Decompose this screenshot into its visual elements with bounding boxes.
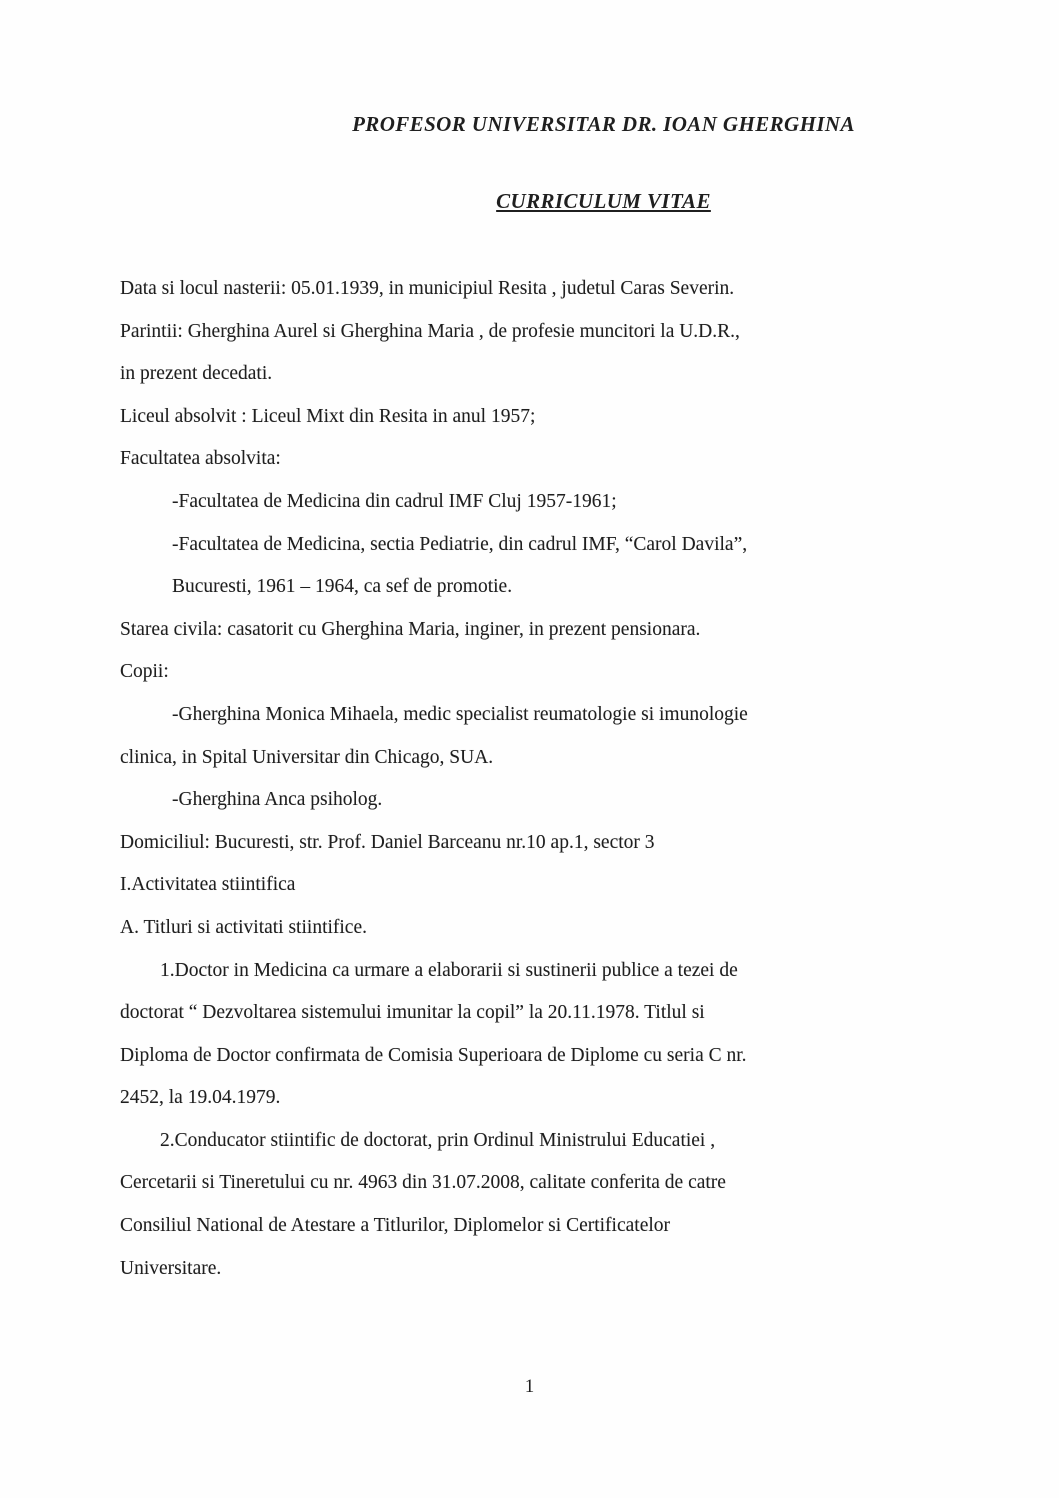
cv-line: Copii: <box>120 661 169 683</box>
cv-line: 2.Conducator stiintific de doctorat, prin Ordinul Ministrului Educatiei , <box>160 1129 716 1151</box>
cv-line: Universitare. <box>120 1257 222 1279</box>
cv-line: -Gherghina Anca psiholog. <box>172 789 383 811</box>
cv-line: -Gherghina Monica Mihaela, medic specialist reumatologie si imunologie <box>172 703 748 725</box>
cv-line: I.Activitatea stiintifica <box>120 874 296 896</box>
cv-line: Parintii: Gherghina Aurel si Gherghina Maria , de profesie muncitori la U.D.R., <box>120 320 740 342</box>
cv-line: Bucuresti, 1961 – 1964, ca sef de promotie. <box>172 576 513 598</box>
cv-line: Starea civila: casatorit cu Gherghina Maria, inginer, in prezent pensionara. <box>120 618 701 640</box>
cv-line: Facultatea absolvita: <box>120 448 281 470</box>
page-number: 1 <box>524 1376 535 1397</box>
cv-line: -Facultatea de Medicina, sectia Pediatrie, din cadrul IMF, “Carol Davila”, <box>172 533 748 555</box>
cv-line: clinica, in Spital Universitar din Chicago, SUA. <box>120 746 494 768</box>
cv-line: Domiciliul: Bucuresti, str. Prof. Daniel Barceanu nr.10 ap.1, sector 3 <box>120 831 655 853</box>
cv-line: Cercetarii si Tineretului cu nr. 4963 din 31.07.2008, calitate conferita de catre <box>120 1172 726 1194</box>
cv-line: Liceul absolvit : Liceul Mixt din Resita in anul 1957; <box>120 405 536 427</box>
cv-line: 2452, la 19.04.1979. <box>120 1087 281 1109</box>
cv-line: 1.Doctor in Medicina ca urmare a elaborarii si sustinerii publice a tezei de <box>160 959 738 981</box>
cv-line: Consiliul National de Atestare a Titlurilor, Diplomelor si Certificatelor <box>120 1215 671 1237</box>
cv-line: A. Titluri si activitati stiintifice. <box>120 916 367 938</box>
cv-line: in prezent decedati. <box>120 363 273 385</box>
cv-line: Data si locul nasterii: 05.01.1939, in municipiul Resita , judetul Caras Severin. <box>120 278 735 299</box>
document-subtitle: CURRICULUM VITAE <box>496 189 711 213</box>
cv-body <box>120 268 937 1290</box>
cv-line: Diploma de Doctor confirmata de Comisia Superioara de Diplome cu seria C nr. <box>120 1044 747 1066</box>
document-title: PROFESOR UNIVERSITAR DR. IOAN GHERGHINA <box>352 112 855 136</box>
cv-line: -Facultatea de Medicina din cadrul IMF Cluj 1957-1961; <box>172 490 617 512</box>
cv-line: doctorat “ Dezvoltarea sistemului imunitar la copil” la 20.11.1978. Titlul si <box>120 1002 705 1024</box>
